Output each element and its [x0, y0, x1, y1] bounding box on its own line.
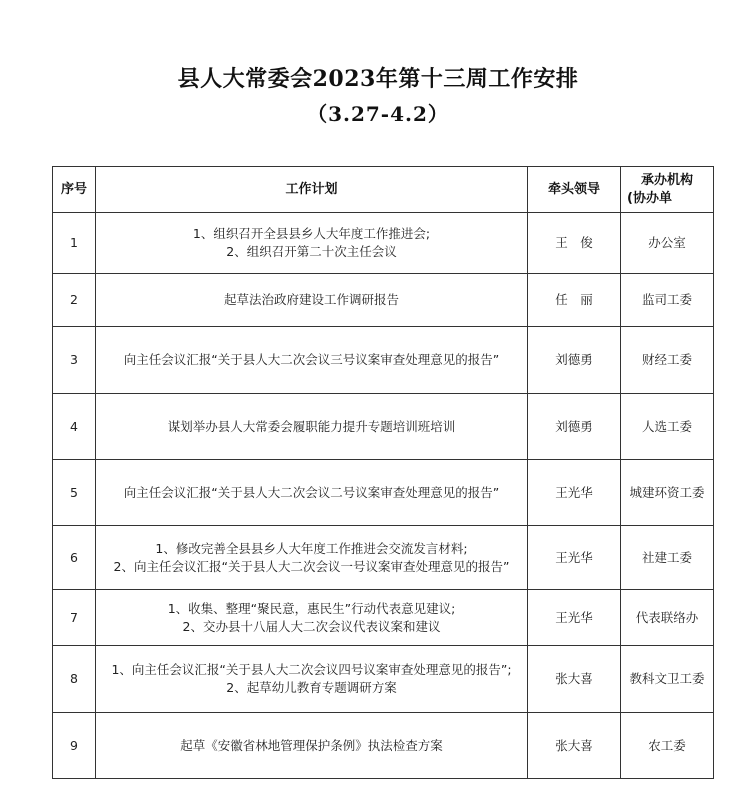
- row-index: 1: [53, 213, 96, 274]
- plan-line: 2、交办县十八届人大二次会议代表议案和建议: [182, 618, 441, 634]
- table-row: [53, 394, 714, 460]
- plan-line: 谋划举办县人大常委会履职能力提升专题培训班培训: [167, 418, 456, 434]
- row-leader: 王光华: [528, 590, 621, 646]
- plan-line: 向主任会议汇报“关于县人大二次会议二号议案审查处理意见的报告”: [123, 484, 500, 500]
- row-index: 4: [53, 394, 96, 460]
- row-unit: 农工委: [621, 713, 714, 779]
- header-unit-line2: (协办单: [627, 190, 672, 206]
- plan-line: 1、组织召开全县县乡人大年度工作推进会;: [192, 226, 431, 241]
- row-plan: [96, 526, 528, 590]
- plan-line: 1、修改完善全县县乡人大年度工作推进会交流发言材料;: [155, 540, 468, 556]
- row-plan: [96, 327, 528, 394]
- plan-line: 1、收集、整理“聚民意，惠民生”行动代表意见建议;: [167, 600, 456, 616]
- plan-line: 向主任会议汇报“关于县人大二次会议三号议案审查处理意见的报告”: [123, 352, 500, 367]
- row-index: 6: [53, 526, 96, 590]
- row-leader: 王光华: [528, 460, 621, 526]
- header-unit: [621, 167, 714, 213]
- page-title: 县人大常委会2023年第十三周工作安排: [177, 66, 579, 92]
- plan-line: 1、向主任会议汇报“关于县人大二次会议四号议案审查处理意见的报告”;: [111, 662, 512, 677]
- row-leader: 刘德勇: [528, 327, 621, 394]
- row-plan: [96, 394, 528, 460]
- table-row: [53, 526, 714, 590]
- row-plan: [96, 213, 528, 274]
- row-leader: 张大喜: [528, 646, 621, 713]
- row-leader: 王 俊: [528, 213, 621, 274]
- row-index: 3: [53, 327, 96, 394]
- plan-line: 2、组织召开第二十次主任会议: [226, 244, 397, 259]
- header-index: 序号: [53, 167, 96, 213]
- table-row: [53, 646, 714, 713]
- row-plan: [96, 274, 528, 327]
- work-schedule-table: [52, 166, 714, 779]
- row-plan: [96, 646, 528, 713]
- row-unit: 办公室: [621, 213, 714, 274]
- row-unit: 代表联络办: [621, 590, 714, 646]
- row-unit: 人选工委: [621, 394, 714, 460]
- row-unit: 教科文卫工委: [621, 646, 714, 713]
- plan-line: 2、向主任会议汇报“关于县人大二次会议一号议案审查处理意见的报告”: [113, 558, 510, 574]
- plan-line: 起草法治政府建设工作调研报告: [223, 292, 399, 307]
- row-unit: 社建工委: [621, 526, 714, 590]
- plan-line: 2、起草幼儿教育专题调研方案: [226, 680, 397, 695]
- row-unit: 城建环资工委: [621, 460, 714, 526]
- table-header-row: [53, 167, 714, 213]
- row-index: 5: [53, 460, 96, 526]
- row-unit: 财经工委: [621, 327, 714, 394]
- row-unit: 监司工委: [621, 274, 714, 327]
- row-index: 8: [53, 646, 96, 713]
- row-leader: 王光华: [528, 526, 621, 590]
- row-leader: 任 丽: [528, 274, 621, 327]
- table-row: [53, 213, 714, 274]
- table-row: [53, 713, 714, 779]
- plan-line: 起草《安徽省林地管理保护条例》执法检查方案: [180, 737, 443, 753]
- row-index: 9: [53, 713, 96, 779]
- page-subtitle-date-range: （3.27-4.2）: [307, 102, 449, 126]
- row-plan: [96, 590, 528, 646]
- table-row: [53, 327, 714, 394]
- table-row: [53, 590, 714, 646]
- row-plan: [96, 460, 528, 526]
- row-index: 7: [53, 590, 96, 646]
- table-row: [53, 274, 714, 327]
- table-row: [53, 460, 714, 526]
- header-unit-line1: 承办机构: [640, 172, 693, 188]
- header-leader: 牵头领导: [528, 167, 621, 213]
- row-leader: 张大喜: [528, 713, 621, 779]
- row-leader: 刘德勇: [528, 394, 621, 460]
- row-plan: [96, 713, 528, 779]
- row-index: 2: [53, 274, 96, 327]
- header-plan: 工作计划: [96, 167, 528, 213]
